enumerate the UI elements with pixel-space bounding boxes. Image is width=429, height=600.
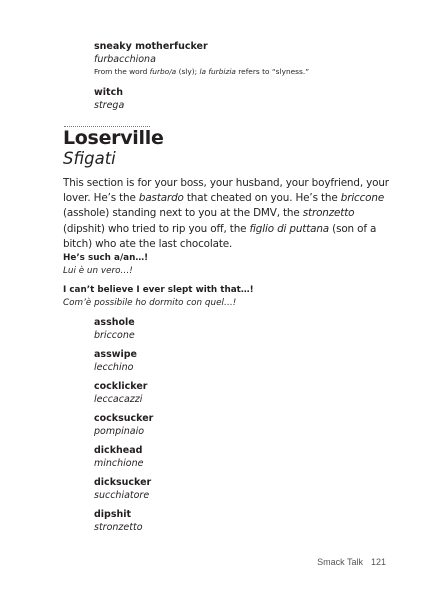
running-title: Smack Talk <box>317 557 363 567</box>
phrase-italian: Lui è un vero…! <box>63 265 133 276</box>
page-number: 121 <box>370 557 386 567</box>
section-title: Loserville <box>63 127 164 149</box>
section-intro: This section is for your boss, your husband, your boyfriend, your lover. He’s the bastardo that cheated on you. He’s the briccone (asshole) standing next to you at the DMV, the stronzetto (dipshit) who tried to rip you off, the figlio di puttana (son of a bitch) who ate the last chocolate. <box>63 177 389 250</box>
vocab-translation: stronzetto <box>94 522 143 533</box>
vocab-term: dicksucker <box>94 477 152 488</box>
vocab-item <box>94 380 394 406</box>
phrase-english: I can’t believe I ever slept with that…! <box>63 285 254 295</box>
vocab-translation: minchione <box>94 458 144 469</box>
vocab-translation: lecchino <box>94 362 134 373</box>
vocab-translation: succhiatore <box>94 490 150 501</box>
vocab-translation: pompinaio <box>94 426 145 437</box>
vocab-term: dipshit <box>94 509 132 520</box>
phrase-english: He’s such a/an…! <box>63 253 149 263</box>
vocab-item <box>94 476 394 502</box>
vocab-item <box>94 508 394 534</box>
vocab-translation: leccacazzi <box>94 394 143 405</box>
entry-note: From the word furbo/a (sly); la furbizia refers to “slyness.” <box>94 67 310 76</box>
vocab-term: asshole <box>94 317 135 328</box>
vocab-item <box>94 412 394 438</box>
vocab-translation: briccone <box>94 330 135 341</box>
vocab-term: asswipe <box>94 349 137 360</box>
entry-term: sneaky motherfucker <box>94 41 208 52</box>
phrase-italian: Com’è possibile ho dormito con quel…! <box>63 297 237 308</box>
vocab-item <box>94 444 394 470</box>
vocab-item <box>94 348 394 374</box>
entry-term: witch <box>94 87 123 98</box>
entry-witch <box>94 86 394 112</box>
entry-translation: strega <box>94 100 125 111</box>
vocab-item <box>94 316 394 342</box>
entry-translation: furbacchiona <box>94 54 156 65</box>
vocab-term: cocksucker <box>94 413 154 424</box>
vocab-term: cocklicker <box>94 381 148 392</box>
section-subtitle: Sfigati <box>63 149 116 168</box>
phrase-cant-believe <box>63 284 393 309</box>
vocab-term: dickhead <box>94 445 143 456</box>
entry-sneaky-motherfucker <box>94 40 394 77</box>
phrase-such-a <box>63 252 393 277</box>
page-footer <box>280 556 386 568</box>
